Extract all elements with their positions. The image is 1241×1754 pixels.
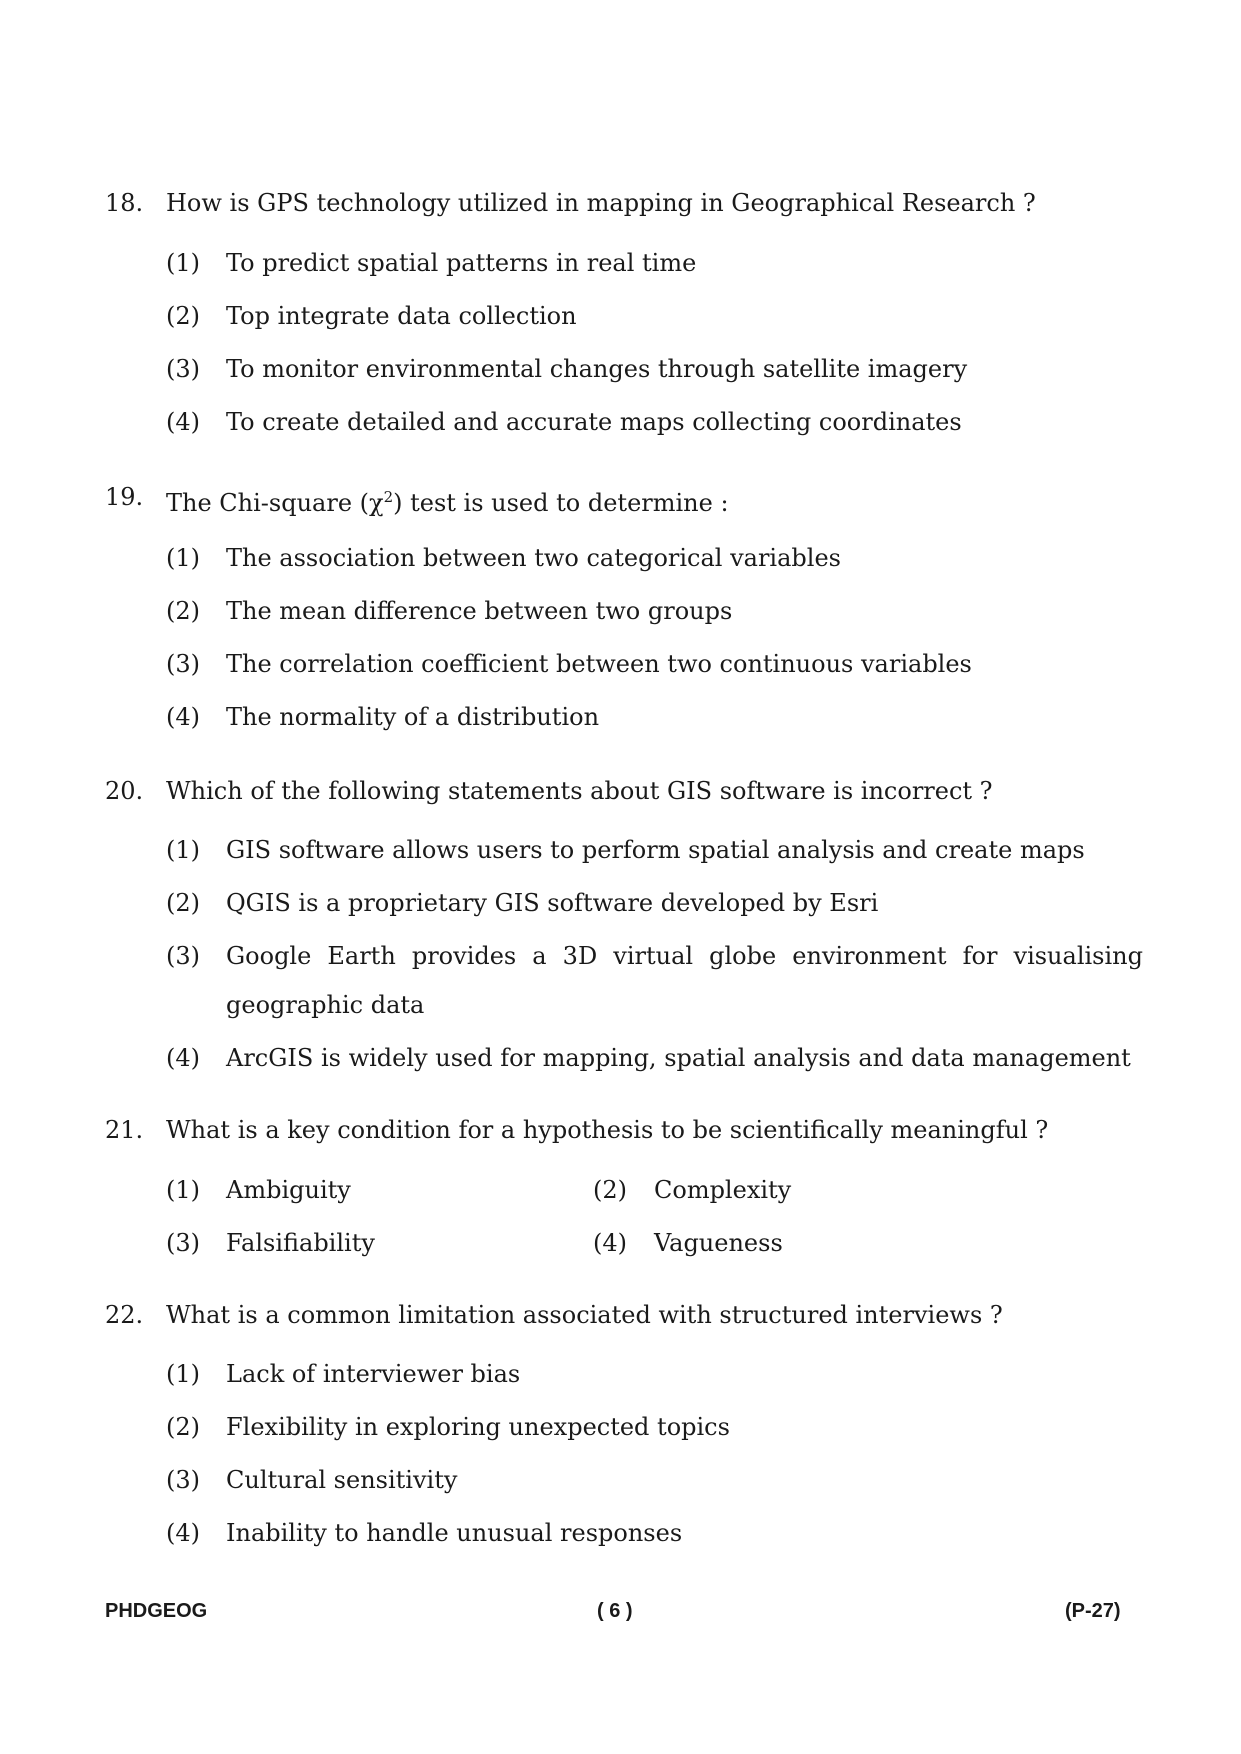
question-number: 18. <box>105 189 144 217</box>
option-text-line2: geographic data <box>226 991 425 1019</box>
question-number: 20. <box>105 777 144 805</box>
option-text: Vagueness <box>654 1229 783 1257</box>
option-text: Ambiguity <box>226 1176 351 1204</box>
option-number: (3) <box>166 355 200 383</box>
question-text: How is GPS technology utilized in mapping in Geographical Research ? <box>166 189 1036 217</box>
option-number: (1) <box>166 1360 200 1388</box>
option-text: Falsifiability <box>226 1229 375 1257</box>
page-number: ( 6 ) <box>597 1600 633 1622</box>
question-number: 22. <box>105 1301 144 1329</box>
option-text: The association between two categorical variables <box>226 544 841 572</box>
option-text: QGIS is a proprietary GIS software developed by Esri <box>226 889 879 917</box>
option-number: (2) <box>593 1176 627 1204</box>
option-number: (1) <box>166 836 200 864</box>
option-number: (3) <box>166 942 200 970</box>
option-number: (4) <box>166 1519 200 1547</box>
question-number: 21. <box>105 1116 144 1144</box>
option-text: GIS software allows users to perform spatial analysis and create maps <box>226 836 1085 864</box>
option-text: The correlation coefficient between two continuous variables <box>226 650 972 678</box>
set-code: (P-27) <box>1065 1600 1121 1622</box>
question-text-end: ) test is used to determine : <box>393 489 729 517</box>
option-number: (2) <box>166 597 200 625</box>
option-text: To monitor environmental changes through satellite imagery <box>226 355 968 383</box>
question-text: What is a common limitation associated with structured interviews ? <box>166 1301 1003 1329</box>
option-number: (3) <box>166 650 200 678</box>
option-text: Cultural sensitivity <box>226 1466 458 1494</box>
option-text: The mean difference between two groups <box>226 597 733 625</box>
option-text: Complexity <box>654 1176 792 1204</box>
option-number: (2) <box>166 889 200 917</box>
option-text: To predict spatial patterns in real time <box>226 249 697 277</box>
question-number: 19. <box>105 483 144 511</box>
paper-code: PHDGEOG <box>105 1600 208 1622</box>
option-number: (4) <box>166 703 200 731</box>
option-text: Top integrate data collection <box>226 302 577 330</box>
option-number: (4) <box>593 1229 627 1257</box>
option-number: (1) <box>166 249 200 277</box>
question-text: What is a key condition for a hypothesis to be scientifically meaningful ? <box>166 1116 1049 1144</box>
option-number: (4) <box>166 408 200 436</box>
option-number: (2) <box>166 1413 200 1441</box>
option-text: ArcGIS is widely used for mapping, spatial analysis and data management <box>226 1044 1131 1072</box>
option-text: To create detailed and accurate maps collecting coordinates <box>226 408 962 436</box>
option-number: (3) <box>166 1229 200 1257</box>
option-text: The normality of a distribution <box>226 703 600 731</box>
option-number: (4) <box>166 1044 200 1072</box>
option-number: (1) <box>166 544 200 572</box>
option-text: Flexibility in exploring unexpected topics <box>226 1413 730 1441</box>
question-text: Which of the following statements about GIS software is incorrect ? <box>166 777 993 805</box>
option-number: (1) <box>166 1176 200 1204</box>
option-text-line1: Google Earth provides a 3D virtual globe environment for visualising <box>226 942 1143 970</box>
chi-square-superscript: 2 <box>383 488 394 506</box>
question-text-start: The Chi-square (χ <box>166 489 384 517</box>
option-number: (2) <box>166 302 200 330</box>
option-number: (3) <box>166 1466 200 1494</box>
option-text: Lack of interviewer bias <box>226 1360 521 1388</box>
question-text <box>166 482 1146 518</box>
option-text: Inability to handle unusual responses <box>226 1519 683 1547</box>
